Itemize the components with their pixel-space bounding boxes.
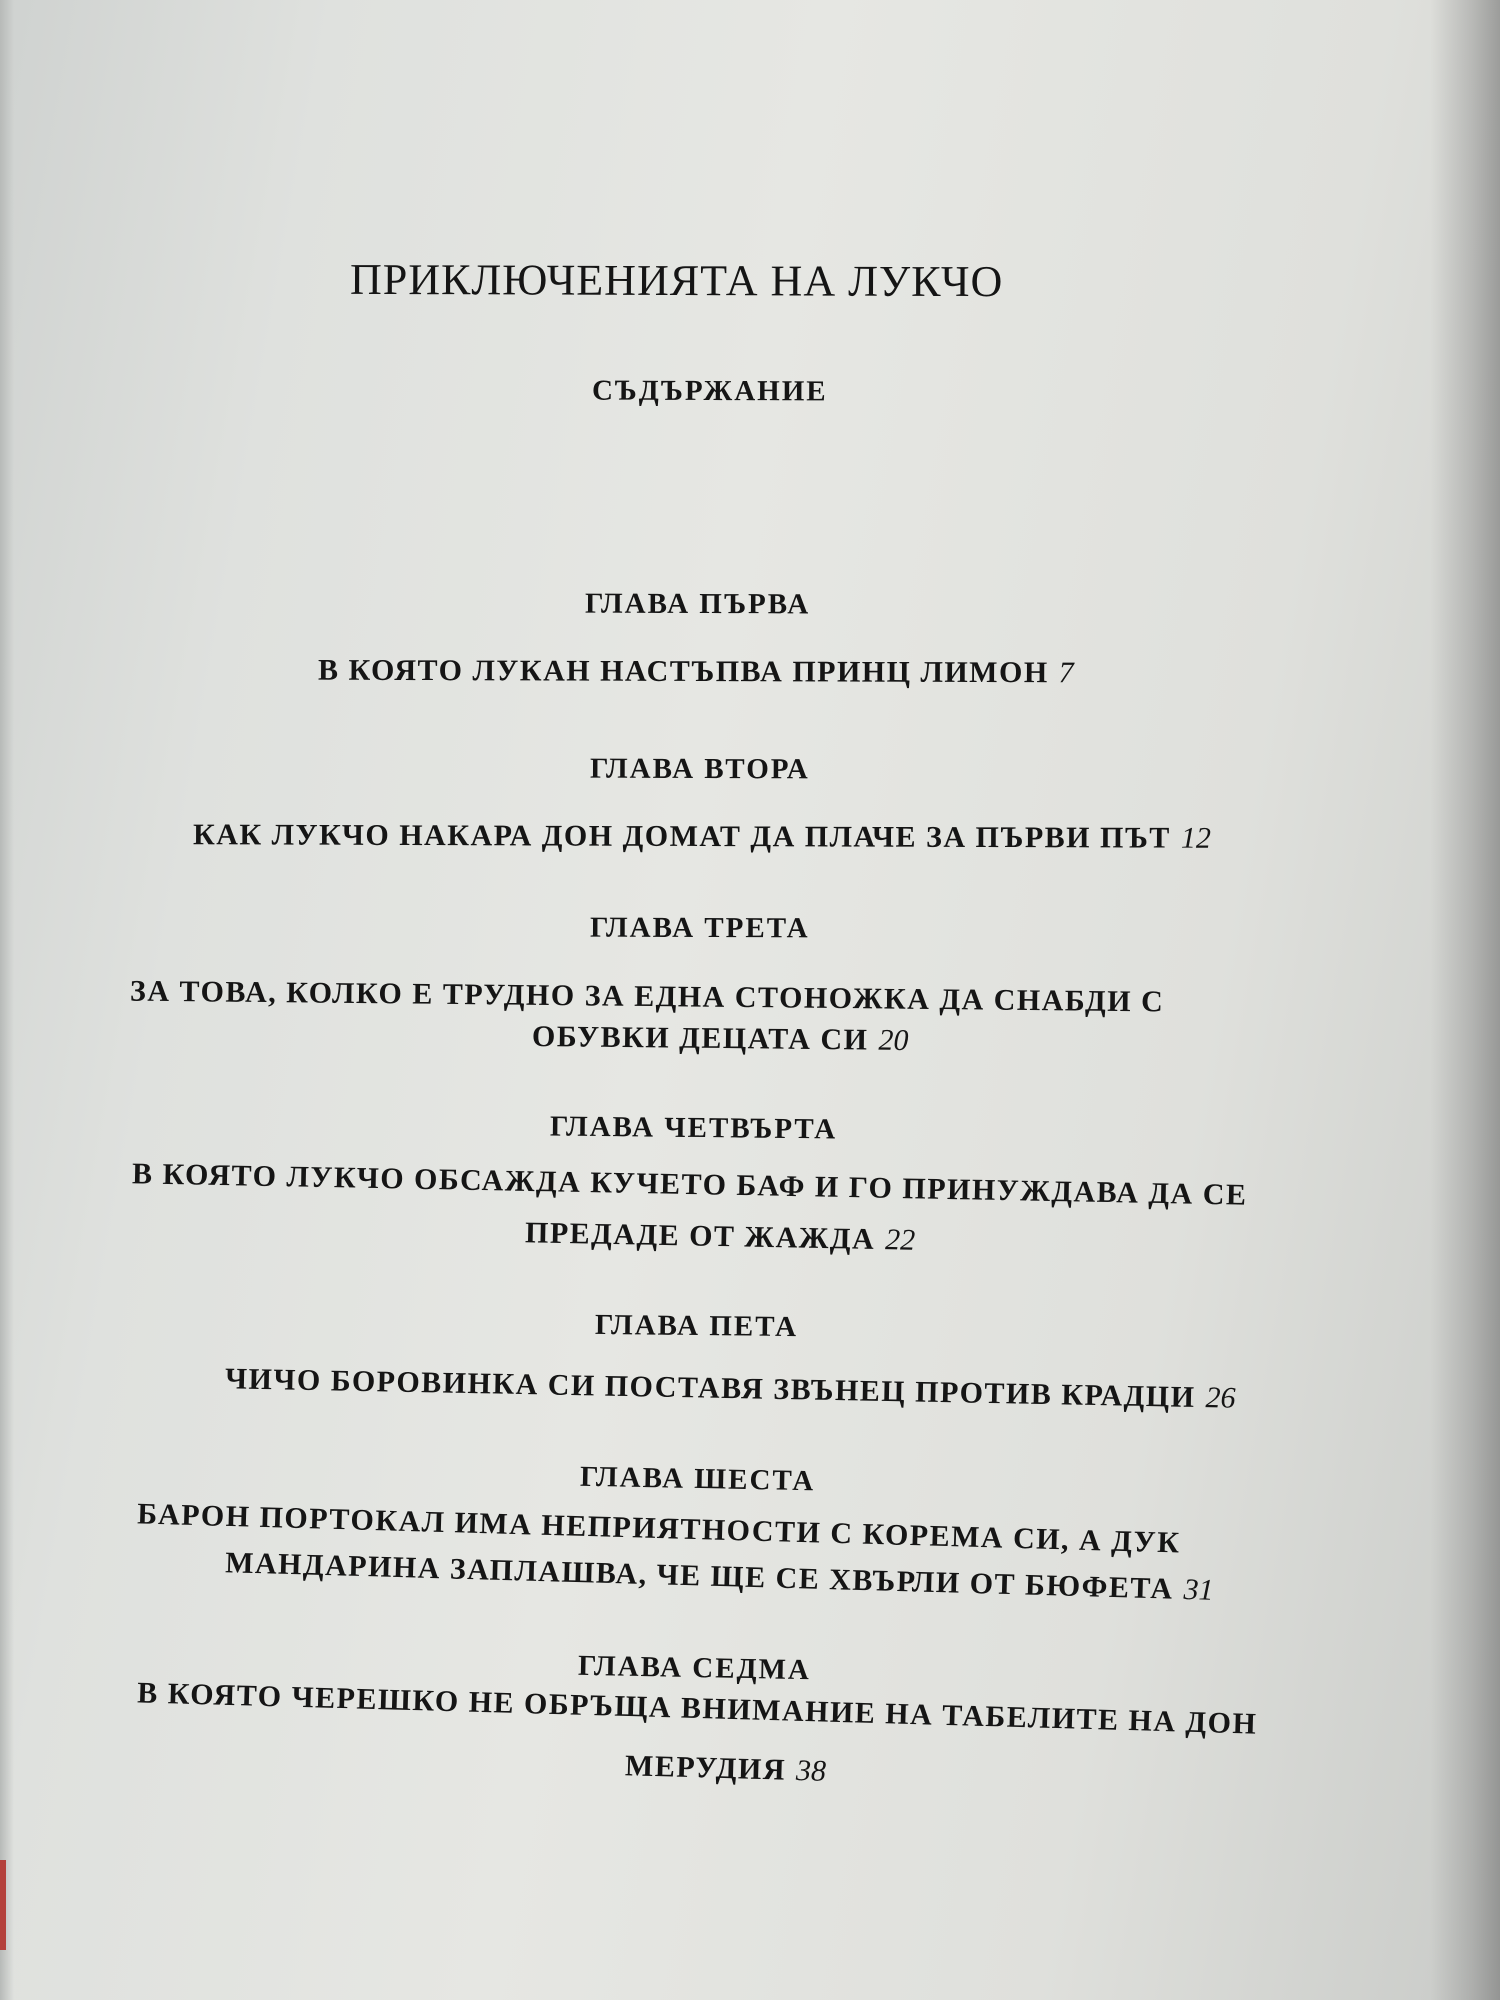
chapter-7-page-number: 38 — [795, 1753, 827, 1788]
cover-edge-strip — [0, 1860, 6, 1950]
chapter-4-title-line-2: ПРЕДАДЕ ОТ ЖАЖДА — [524, 1216, 876, 1256]
chapter-2-page-number: 12 — [1180, 821, 1211, 855]
chapter-5-page-number: 26 — [1205, 1381, 1236, 1415]
contents-heading: СЪДЪРЖАНИЕ — [591, 374, 828, 408]
chapter-7-title-line-2-wrap — [625, 1749, 827, 1789]
chapter-6-heading: ГЛАВА ШЕСТА — [579, 1460, 816, 1498]
chapter-5-title — [225, 1362, 1236, 1415]
chapter-4-title-line-2-wrap — [525, 1216, 916, 1257]
chapter-5-heading: ГЛАВА ПЕТА — [594, 1308, 799, 1344]
chapter-3-title-line-1: ЗА ТОВА, КОЛКО Е ТРУДНО ЗА ЕДНА СТОНОЖКА ДА СНАБДИ С — [129, 974, 1165, 1019]
chapter-6-title-line-2: МАНДАРИНА ЗАПЛАШВА, ЧЕ ЩЕ СЕ ХВЪРЛИ ОТ БЮФЕТА — [224, 1546, 1175, 1606]
chapter-7-heading: ГЛАВА СЕДМА — [577, 1649, 812, 1687]
chapter-1-page-number: 7 — [1058, 656, 1074, 690]
chapter-2-heading: ГЛАВА ВТОРА — [589, 752, 810, 786]
chapter-1-heading: ГЛАВА ПЪРВА — [584, 587, 811, 621]
chapter-3-title-line-2: ОБУВКИ ДЕЦАТА СИ — [531, 1020, 869, 1057]
chapter-6-page-number: 31 — [1183, 1572, 1215, 1607]
chapter-7-title-line-2: МЕРУДИЯ — [624, 1749, 787, 1787]
chapter-7-title-line-1: В КОЯТО ЧЕРЕШКО НЕ ОБРЪЩА ВНИМАНИЕ НА ТАБЕЛИТЕ НА ДОН — [136, 1676, 1258, 1741]
page-left-edge — [0, 0, 14, 2000]
chapter-2-title-line-1: КАК ЛУКЧО НАКАРА ДОН ДОМАТ ДА ПЛАЧЕ ЗА ПЪРВИ ПЪТ — [192, 818, 1171, 855]
chapter-4-heading: ГЛАВА ЧЕТВЪРТА — [549, 1110, 838, 1146]
chapter-3-heading: ГЛАВА ТРЕТА — [589, 911, 810, 945]
chapter-2-title — [193, 818, 1211, 856]
book-spine-shadow — [1430, 0, 1500, 2000]
chapter-5-title-line-1: ЧИЧО БОРОВИНКА СИ ПОСТАВЯ ЗВЪНЕЦ ПРОТИВ КРАДЦИ — [224, 1362, 1196, 1414]
chapter-4-title-line-1: В КОЯТО ЛУКЧО ОБСАЖДА КУЧЕТО БАФ И ГО ПРИНУЖДАВА ДА СЕ — [131, 1157, 1248, 1212]
chapter-1-title — [318, 654, 1074, 691]
book-title: ПРИКЛЮЧЕНИЯТА НА ЛУКЧО — [349, 254, 1004, 307]
chapter-1-title-line-1: В КОЯТО ЛУКАН НАСТЪПВА ПРИНЦ ЛИМОН — [317, 653, 1049, 690]
chapter-6-title-line-1: БАРОН ПОРТОКАЛ ИМА НЕПРИЯТНОСТИ С КОРЕМА СИ, А ДУК — [136, 1497, 1181, 1560]
chapter-4-page-number: 22 — [884, 1223, 916, 1257]
chapter-3-page-number: 20 — [878, 1023, 909, 1057]
chapter-3-title-line-2-wrap — [532, 1020, 909, 1058]
